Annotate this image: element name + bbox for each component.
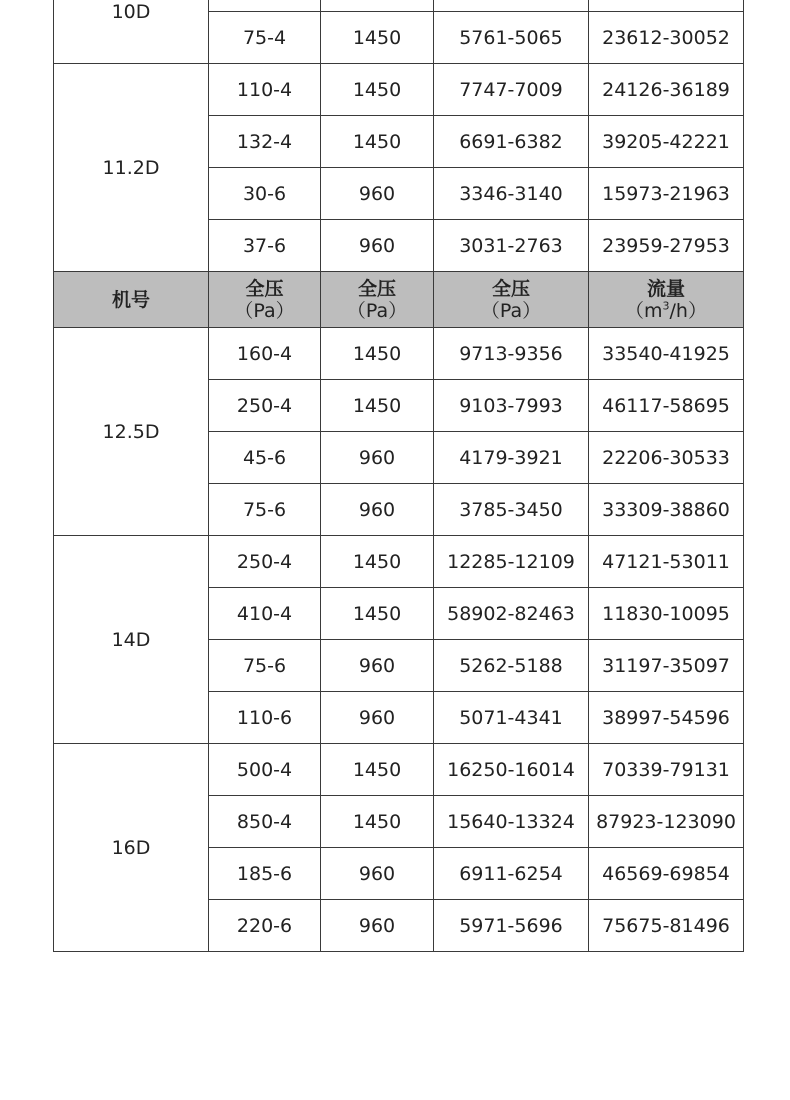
unit-sup: 3	[662, 299, 670, 313]
table-cell: 410-4	[209, 588, 321, 640]
header-col2-unit: （Pa）	[234, 299, 295, 322]
table-cell: 75-6	[209, 484, 321, 536]
table-row	[54, 536, 744, 588]
table-cell: 1450	[321, 116, 434, 168]
header-col3	[321, 272, 434, 328]
table-cell: 960	[321, 848, 434, 900]
spec-table	[53, 0, 744, 952]
table-cell	[434, 0, 589, 12]
table-cell: 960	[321, 692, 434, 744]
table-row	[54, 744, 744, 796]
table-cell: 58902-82463	[434, 588, 589, 640]
table-cell: 1450	[321, 744, 434, 796]
header-col3-unit: （Pa）	[346, 299, 408, 322]
unit-pre: （m	[625, 299, 663, 322]
header-col5-unit	[589, 300, 743, 322]
table-cell: 45-6	[209, 432, 321, 484]
table-cell: 110-4	[209, 64, 321, 116]
table-cell: 3785-3450	[434, 484, 589, 536]
table-cell: 87923-123090	[589, 796, 744, 848]
table-cell: 15973-21963	[589, 168, 744, 220]
header-col5-label: 流量	[646, 277, 685, 300]
model-cell: 16D	[54, 744, 209, 952]
table-cell: 3346-3140	[434, 168, 589, 220]
table-cell: 960	[321, 168, 434, 220]
table-cell: 250-4	[209, 536, 321, 588]
header-model-label: 机号	[111, 288, 150, 311]
table-cell: 4179-3921	[434, 432, 589, 484]
table-cell: 1450	[321, 796, 434, 848]
header-col2-label: 全压	[245, 277, 284, 300]
table-cell: 37-6	[209, 220, 321, 272]
unit-post: /h）	[669, 299, 707, 322]
table-cell: 5071-4341	[434, 692, 589, 744]
table-cell	[589, 0, 744, 12]
model-cell: 11.2D	[54, 64, 209, 272]
table-cell: 1450	[321, 536, 434, 588]
table-cell: 5971-5696	[434, 900, 589, 952]
table-cell: 500-4	[209, 744, 321, 796]
table-cell: 960	[321, 900, 434, 952]
header-col5	[589, 272, 744, 328]
table-cell: 38997-54596	[589, 692, 744, 744]
header-col4	[434, 272, 589, 328]
model-cell: 10D	[54, 0, 209, 64]
table-cell: 24126-36189	[589, 64, 744, 116]
table-cell: 220-6	[209, 900, 321, 952]
table-cell: 185-6	[209, 848, 321, 900]
table-cell: 33309-38860	[589, 484, 744, 536]
table-cell: 75-6	[209, 640, 321, 692]
table-cell: 960	[321, 484, 434, 536]
table-cell: 9103-7993	[434, 380, 589, 432]
model-cell: 12.5D	[54, 328, 209, 536]
table-cell: 5761-5065	[434, 12, 589, 64]
table-cell: 39205-42221	[589, 116, 744, 168]
table-cell: 960	[321, 640, 434, 692]
table-cell: 160-4	[209, 328, 321, 380]
table-cell: 1450	[321, 380, 434, 432]
table-cell: 12285-12109	[434, 536, 589, 588]
table-row	[54, 64, 744, 116]
table-cell: 46569-69854	[589, 848, 744, 900]
table-cell: 30-6	[209, 168, 321, 220]
table-row	[54, 328, 744, 380]
table-cell: 9713-9356	[434, 328, 589, 380]
table-cell: 33540-41925	[589, 328, 744, 380]
table-cell: 23959-27953	[589, 220, 744, 272]
table-cell: 1450	[321, 588, 434, 640]
table-cell: 132-4	[209, 116, 321, 168]
table-cell: 47121-53011	[589, 536, 744, 588]
model-cell: 14D	[54, 536, 209, 744]
table-cell	[321, 0, 434, 12]
table-cell: 15640-13324	[434, 796, 589, 848]
table-cell: 5262-5188	[434, 640, 589, 692]
table-cell: 850-4	[209, 796, 321, 848]
table-cell: 16250-16014	[434, 744, 589, 796]
table-cell: 1450	[321, 12, 434, 64]
header-col3-label: 全压	[357, 277, 396, 300]
table-cell: 1450	[321, 64, 434, 116]
table-cell: 6691-6382	[434, 116, 589, 168]
table-cell: 22206-30533	[589, 432, 744, 484]
table-cell: 46117-58695	[589, 380, 744, 432]
table-cell: 75675-81496	[589, 900, 744, 952]
table-cell: 110-6	[209, 692, 321, 744]
table-cell: 70339-79131	[589, 744, 744, 796]
table-cell: 31197-35097	[589, 640, 744, 692]
table-cell: 6911-6254	[434, 848, 589, 900]
table-cell: 3031-2763	[434, 220, 589, 272]
header-col4-label: 全压	[491, 277, 530, 300]
table-cell: 23612-30052	[589, 12, 744, 64]
header-model	[54, 272, 209, 328]
table-header-row	[54, 272, 744, 328]
table-cell: 11830-10095	[589, 588, 744, 640]
table-cell	[209, 0, 321, 12]
table-cell: 1450	[321, 328, 434, 380]
table-cell: 7747-7009	[434, 64, 589, 116]
table-cell: 960	[321, 432, 434, 484]
header-col2	[209, 272, 321, 328]
table-row	[54, 0, 744, 12]
table-cell: 75-4	[209, 12, 321, 64]
header-col4-unit: （Pa）	[480, 299, 542, 322]
table-cell: 250-4	[209, 380, 321, 432]
table-cell: 960	[321, 220, 434, 272]
